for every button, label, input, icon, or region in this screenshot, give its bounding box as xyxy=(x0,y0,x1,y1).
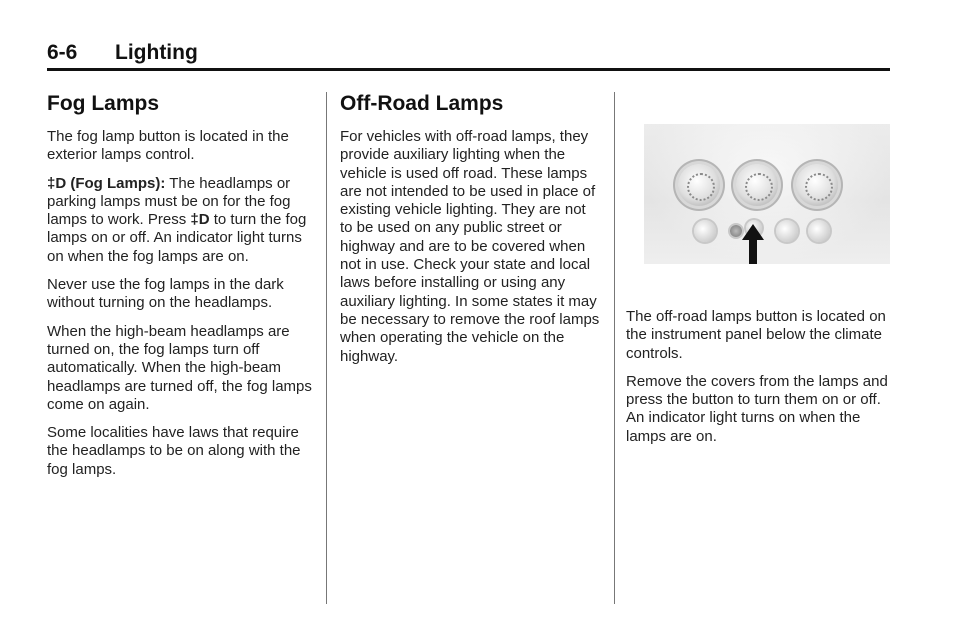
column-divider xyxy=(326,92,327,604)
fog-lamps-intro: The fog lamp button is located in the exterior lamps control. xyxy=(47,128,289,164)
panel-button xyxy=(776,220,798,242)
climate-control-panel-image xyxy=(644,124,890,264)
page-header xyxy=(47,38,890,71)
climate-knob xyxy=(678,164,720,206)
fog-lamps-laws-note: Some localities have laws that require the headlamps to be on along with the fog lamps. xyxy=(47,424,301,478)
panel-button xyxy=(694,220,716,242)
fog-lamps-highbeam-note: When the high-beam headlamps are turned on, the fog lamps turn off automatically. When the high-beam headlamps are turned off, the fog lamps come on again. xyxy=(47,322,312,413)
fog-lamps-section xyxy=(47,92,319,489)
fog-lamps-description xyxy=(47,175,319,266)
climate-knob xyxy=(796,164,838,206)
fog-lamps-desc-2: to turn the fog lamps on or off. An indicator light turns on when the fog lamps are on. xyxy=(47,211,307,265)
off-road-lamps-section xyxy=(340,92,602,376)
fog-lamps-heading: Fog Lamps xyxy=(47,92,160,115)
off-road-lamps-location: The off-road lamps button is located on the instrument panel below the climate controls. xyxy=(626,308,886,362)
off-road-lamps-heading: Off-Road Lamps xyxy=(340,92,504,115)
page-number: 6-6 xyxy=(47,41,78,64)
fog-lamp-icon: ‡D xyxy=(190,211,210,229)
off-road-lamps-warning: For vehicles with off-road lamps, they provide auxiliary lighting when the vehicle is used off road. These lamps are not intended to be used in place of existing vehicle lighting. They are not to be used on any public street or highway and are to be covered when not in use. Check your state and local laws before installing or using any auxiliary lighting. In some states it may be necessary to remove the roof lamps when operating the vehicle on the highway. xyxy=(340,128,600,365)
arrow-up-icon xyxy=(742,224,764,264)
fog-lamps-term: (Fog Lamps): xyxy=(70,174,166,192)
climate-knob xyxy=(736,164,778,206)
off-road-lamps-usage: Remove the covers from the lamps and press the button to turn them on or off. An indicator light turns on when the lamps are on. xyxy=(626,372,888,445)
panel-button xyxy=(730,225,742,237)
off-road-lamps-continued xyxy=(626,308,891,456)
panel-button xyxy=(808,220,830,242)
fog-lamp-icon: ‡D xyxy=(47,174,67,192)
column-divider xyxy=(614,92,615,604)
fog-lamps-dark-note: Never use the fog lamps in the dark without turning on the headlamps. xyxy=(47,276,284,312)
chapter-title: Lighting xyxy=(115,41,198,64)
fog-lamps-desc-1: The headlamps or parking lamps must be on for the fog lamps to work. Press xyxy=(47,174,291,229)
